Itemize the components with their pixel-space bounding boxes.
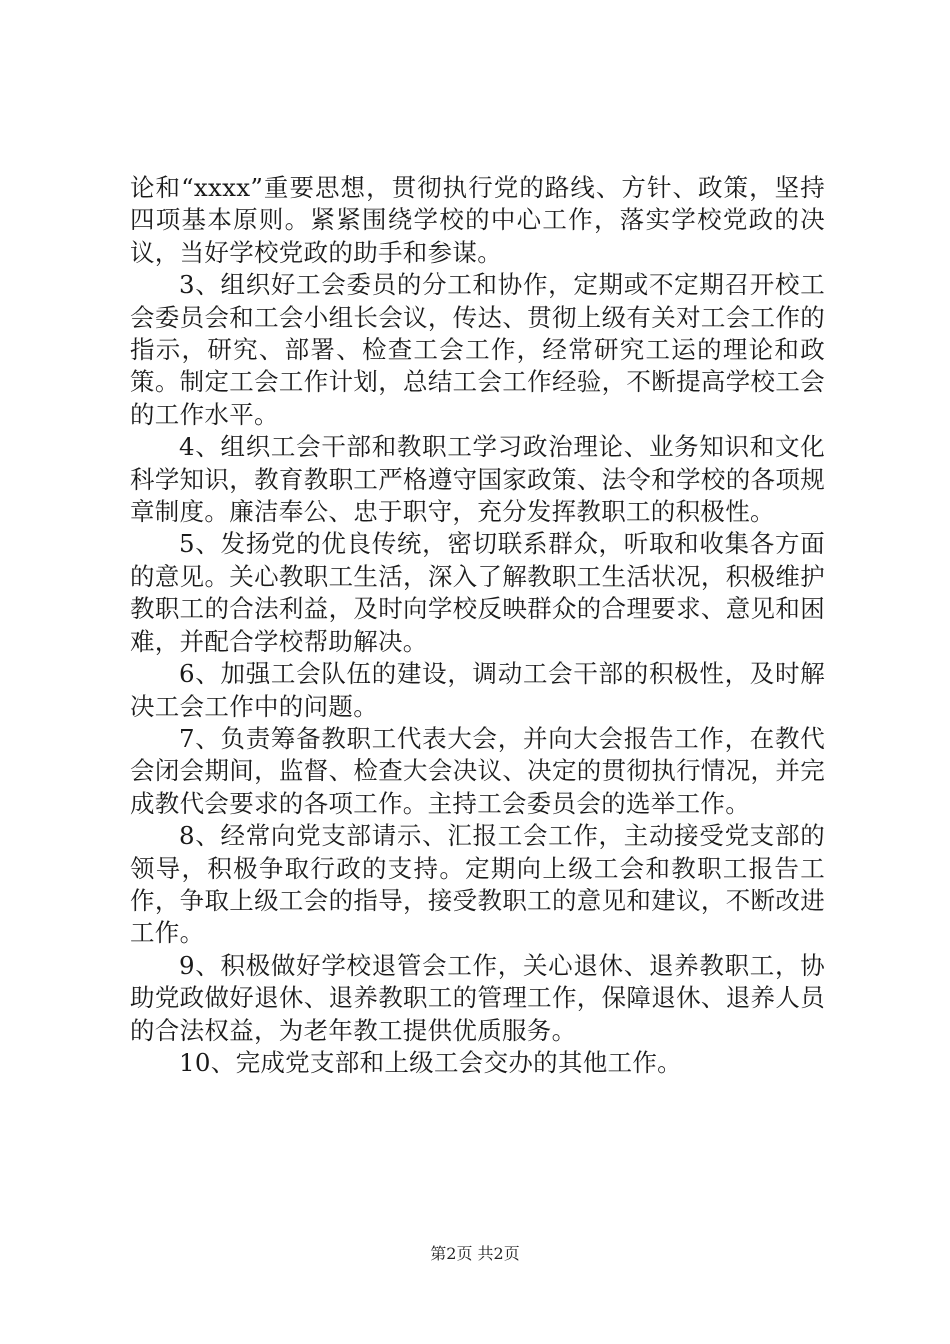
document-body xyxy=(130,172,825,1079)
paragraph-item-8: 8、经常向党支部请示、汇报工会工作，主动接受党支部的领导，积极争取行政的支持。定期向上级工会和教职工报告工作，争取上级工会的指导，接受教职工的意见和建议，不断改进工作。 xyxy=(130,821,825,948)
paragraph-continuation: 论和“xxxx”重要思想，贯彻执行党的路线、方针、政策，坚持四项基本原则。紧紧围绕学校的中心工作，落实学校党政的决议，当好学校党政的助手和参谋。 xyxy=(130,173,825,267)
paragraph-item-3: 3、组织好工会委员的分工和协作，定期或不定期召开校工会委员会和工会小组长会议，传达、贯彻上级有关对工会工作的指示，研究、部署、检查工会工作，经常研究工运的理论和政策。制定工会工作计划，总结工会工作经验，不断提高学校工会的工作水平。 xyxy=(130,270,825,429)
paragraph-item-6: 6、加强工会队伍的建设，调动工会干部的积极性，及时解决工会工作中的问题。 xyxy=(130,659,825,721)
paragraph-item-7: 7、负责筹备教职工代表大会，并向大会报告工作，在教代会闭会期间，监督、检查大会决议、决定的贯彻执行情况，并完成教代会要求的各项工作。主持工会委员会的选举工作。 xyxy=(130,723,825,818)
paragraph-item-10: 10、完成党支部和上级工会交办的其他工作。 xyxy=(179,1047,682,1077)
paragraph-item-4: 4、组织工会干部和教职工学习政治理论、业务知识和文化科学知识，教育教职工严格遵守国家政策、法令和学校的各项规章制度。廉洁奉公、忠于职守，充分发挥教职工的积极性。 xyxy=(130,432,825,527)
paragraph-item-9: 9、积极做好学校退管会工作，关心退休、退养教职工，协助党政做好退休、退养教职工的管理工作，保障退休、退养人员的合法权益，为老年教工提供优质服务。 xyxy=(130,950,825,1045)
paragraph-item-5: 5、发扬党的优良传统，密切联系群众，听取和收集各方面的意见。关心教职工生活，深入了解教职工生活状况，积极维护教职工的合法利益，及时向学校反映群众的合理要求、意见和困难，并配合学校帮助解决。 xyxy=(130,529,825,656)
page-footer xyxy=(0,1244,950,1264)
page-number-label: 第2页 共2页 xyxy=(430,1244,520,1263)
